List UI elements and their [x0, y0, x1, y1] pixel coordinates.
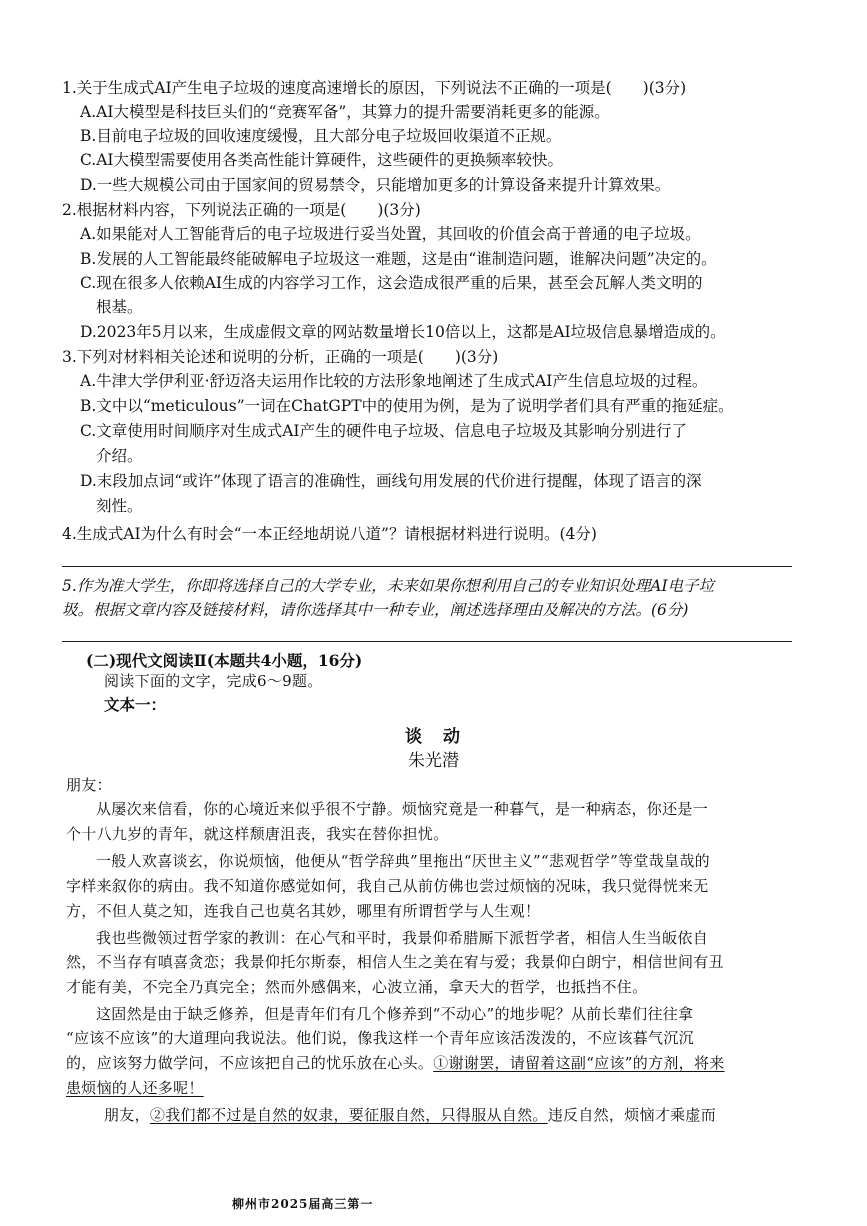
- section-header: (二)现代文阅读Ⅱ(本题共4小题，16分): [86, 651, 363, 670]
- question-3-option-c: C.文章使用时间顺序对生成式AI产生的硬件电子垃圾、信息电子垃圾及其影响分别进行了: [80, 422, 688, 440]
- paragraph-3-line-1: 我也些微领过哲学家的教训：在心气和平时，我景仰希腊厮下派哲学者，相信人生当皈依自: [96, 929, 709, 947]
- question-1-option-b: B.目前电子垃圾的回收速度缓慢，且大部分电子垃圾回收渠道不正规。: [80, 127, 562, 145]
- article-author: 朱光潜: [408, 751, 459, 771]
- paragraph-4-line-1: 这固然是由于缺乏修养，但是青年们有几个修养到“不动心”的地步呢？从前长辈们往往拿: [96, 1005, 694, 1023]
- question-3-option-d-continued: 刻性。: [96, 497, 143, 515]
- question-5-line-1: 5.作为准大学生，你即将选择自己的大学专业，未来如果你想利用自己的专业知识处理AI电子垃: [62, 577, 715, 595]
- question-2-option-a: A.如果能对人工智能背后的电子垃圾进行妥当处置，其回收的价值会高于普通的电子垃圾。: [80, 225, 701, 243]
- question-1-option-a: A.AI大模型是科技巨头们的“竞赛军备”，其算力的提升需要消耗更多的能源。: [80, 103, 610, 121]
- paragraph-4-line-3: [66, 1049, 725, 1077]
- question-2-option-d: D.2023年5月以来，生成虚假文章的网站数量增长10倍以上，这都是AI垃圾信息暴增造成的。: [80, 323, 726, 341]
- paragraph-5-line-1: [104, 1101, 716, 1129]
- paragraph-2-line-1: 一般人欢喜谈玄，你说烦恼，他便从“哲学辞典”里拖出“厌世主义”“悲观哲学”等堂哉皇哉的: [96, 852, 710, 870]
- underlined-sentence-2: ②我们都不过是自然的奴隶，要征服自然，只得服从自然。: [149, 1106, 548, 1124]
- question-5-line-2: 圾。根据文章内容及链接材料，请你选择其中一种专业，阐述选择理由及解决的方法。(6分): [62, 601, 689, 619]
- paragraph-5-tail: 违反自然，烦恼才乘虚而: [547, 1106, 717, 1124]
- paragraph-5-lead: 朋友，: [104, 1106, 150, 1124]
- paragraph-4-line-2: “应该不应该”的大道理向我说法。他们说，像我这样一个青年应该活泼泼的，不应该暮气沉沉: [66, 1029, 694, 1047]
- question-1-option-c: C.AI大模型需要使用各类高性能计算硬件，这些硬件的更换频率较快。: [80, 151, 564, 169]
- paragraph-4-line-3-text: 的，应该努力做学问，不应该把自己的忧乐放在心头。: [66, 1054, 434, 1072]
- paragraph-1-line-1: 从屡次来信看，你的心境近来似乎很不宁静。烦恼究竟是一种暮气，是一种病态，你还是一: [96, 800, 709, 818]
- question-3-option-a: A.牛津大学伊利亚·舒迈洛夫运用作比较的方法形象地阐述了生成式AI产生信息垃圾的过程。: [80, 372, 708, 390]
- salutation: 朋友：: [66, 776, 112, 794]
- answer-line: [62, 641, 792, 642]
- paragraph-2-line-3: 方，不但人莫之知，连我自己也莫名其妙，哪里有所谓哲学与人生观！: [66, 902, 541, 920]
- answer-line: [62, 566, 792, 567]
- reading-instruction: 阅读下面的文字，完成6～9题。: [104, 672, 323, 690]
- page-footer: 柳州市2025届高三第一: [232, 1197, 374, 1211]
- article-title: 谈 动: [405, 727, 462, 747]
- question-2-option-b: B.发展的人工智能最终能破解电子垃圾这一难题，这是由“谁制造问题，谁解决问题”决定的。: [80, 250, 717, 268]
- underlined-sentence-1: ①谢谢罢，请留着这副“应该”的方剂，将来: [433, 1054, 725, 1072]
- question-3-option-d: D.末段加点词“或许”体现了语言的准确性，画线句用发展的代价进行提醒，体现了语言的深: [80, 472, 702, 490]
- question-4: 4.生成式AI为什么有时会“一本正经地胡说八道”？请根据材料进行说明。(4分): [62, 525, 597, 543]
- question-3-option-c-continued: 介绍。: [96, 447, 143, 465]
- paragraph-1-line-2: 个十八九岁的青年，就这样颓唐沮丧，我实在替你担忧。: [66, 825, 449, 843]
- question-2-stem: 2.根据材料内容，下列说法正确的一项是( )(3分): [62, 201, 421, 219]
- question-3-option-b: B.文中以“meticulous”一词在ChatGPT中的使用为例，是为了说明学者们具有严重的拖延症。: [80, 397, 734, 415]
- question-2-option-c: C.现在很多人依赖AI生成的内容学习工作，这会造成很严重的后果，甚至会瓦解人类文明的: [80, 274, 703, 292]
- question-2-option-c-continued: 根基。: [96, 298, 143, 316]
- question-1-option-d: D.一些大规模公司由于国家间的贸易禁令，只能增加更多的计算设备来提升计算效果。: [80, 176, 671, 194]
- underlined-sentence-1-continued: 患烦恼的人还多呢！: [66, 1079, 204, 1097]
- question-1-stem: 1.关于生成式AI产生电子垃圾的速度高速增长的原因，下列说法不正确的一项是( )(3分): [62, 79, 687, 97]
- paragraph-2-line-2: 字样来叙你的病由。我不知道你感觉如何，我自己从前仿佛也尝过烦恼的况味，我只觉得恍来无: [66, 877, 709, 895]
- paragraph-3-line-3: 才能有美，不完全乃真完全；然而外感偶来，心波立涌，拿天大的哲学，也抵挡不住。: [66, 978, 648, 996]
- text-label: 文本一：: [104, 695, 167, 714]
- paragraph-3-line-2: 然，不当存有嗔喜贪恋；我景仰托尔斯泰，相信人生之美在宥与爱；我景仰白朗宁，相信世间有丑: [66, 953, 724, 971]
- question-3-stem: 3.下列对材料相关论述和说明的分析，正确的一项是( )(3分): [62, 348, 499, 366]
